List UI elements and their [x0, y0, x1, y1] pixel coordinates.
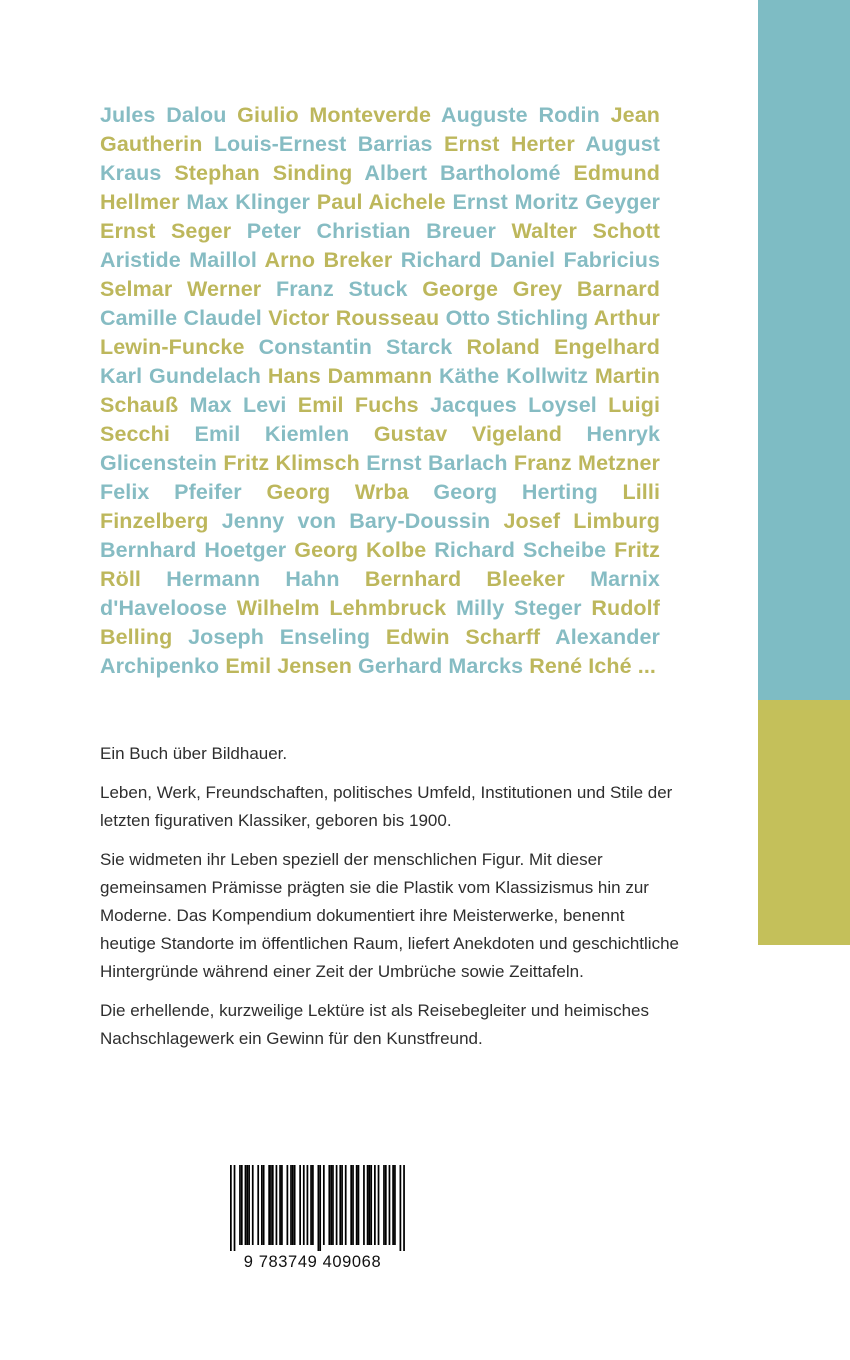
blurb-paragraph-4: Die erhellende, kurzweilige Lektüre ist als Reisebegleiter und heimisches Nachschlagewerk ein Gewinn für den Kunstfreund. — [100, 1001, 650, 1048]
sculptor-name: Richard Daniel Fabricius — [400, 248, 660, 272]
back-cover-blurb — [100, 740, 680, 1064]
sculptor-name: Giulio Monteverde — [237, 103, 432, 127]
sculptor-name: Ernst Seger — [100, 219, 232, 243]
barcode-bar — [352, 1165, 354, 1245]
sculptor-name: Franz Metzner — [513, 451, 660, 475]
sculptor-name: Josef Limburg — [503, 509, 660, 533]
barcode-bar — [248, 1165, 250, 1245]
barcode-bar — [363, 1165, 365, 1245]
sculptor-name: Camille Claudel — [100, 306, 262, 330]
barcode-bar — [389, 1165, 391, 1245]
sculptor-name: Hans Dammann — [267, 364, 433, 388]
barcode-bar — [400, 1165, 402, 1251]
sculptor-name: Martin Schauß — [100, 364, 660, 417]
sculptor-name: Louis-Ernest Barrias — [213, 132, 433, 156]
sculptor-name: Fritz Röll — [100, 538, 661, 591]
sculptor-name: Georg Kolbe — [294, 538, 427, 562]
blurb-paragraph-3: Sie widmeten ihr Leben speziell der menschlichen Figur. Mit dieser gemeinsamen Prämisse prägten sie die Plastik vom Klassizismus hin zur Moderne. Das Kompendium dokumentiert ihre Meisterwerke, benennt heutige Standorte im öffentlichen Raum, liefert Anekdoten und geschichtliche Hintergründe während einer Zeit der Umbrüche sowie Zeittafeln. — [100, 850, 679, 981]
barcode-bar — [281, 1165, 283, 1245]
spine-olive-band — [758, 700, 850, 945]
sculptor-name: Jules Dalou — [100, 103, 227, 127]
sculptor-name: Emil Jensen — [225, 654, 352, 678]
barcode-bar — [263, 1165, 265, 1245]
sculptor-name: Rudolf Belling — [100, 596, 660, 649]
sculptor-name: Käthe Kollwitz — [439, 364, 589, 388]
sculptor-name-list — [100, 101, 660, 681]
barcode-bar — [252, 1165, 254, 1245]
sculptor-name: Ernst Barlach — [366, 451, 508, 475]
barcode-bar — [245, 1165, 247, 1245]
sculptor-name: Bernhard Bleeker — [364, 567, 565, 591]
sculptor-name: Bernhard Hoetger — [100, 538, 287, 562]
sculptor-name: Auguste Rodin — [441, 103, 600, 127]
barcode-bar — [303, 1165, 305, 1245]
sculptor-name: René Iché ... — [529, 654, 656, 678]
barcode-bar — [241, 1165, 243, 1245]
sculptor-name: Ernst Herter — [444, 132, 575, 156]
sculptor-name: Max Levi — [189, 393, 287, 417]
barcode-bar — [345, 1165, 347, 1245]
sculptor-name: Constantin Starck — [258, 335, 453, 359]
barcode-bar — [369, 1165, 371, 1245]
barcode-bar — [279, 1165, 281, 1245]
sculptor-name: Emil Fuchs — [297, 393, 419, 417]
sculptor-name: Arthur Lewin-Funcke — [100, 306, 661, 359]
barcode-bar — [358, 1165, 360, 1245]
barcode-bars — [230, 1165, 405, 1251]
sculptor-name: Hermann Hahn — [166, 567, 340, 591]
barcode-bar — [378, 1165, 380, 1245]
barcode-number: 9 783749 409068 — [243, 1253, 382, 1271]
barcode-bar — [403, 1165, 405, 1251]
barcode-bar — [339, 1165, 341, 1245]
barcode-bar — [328, 1165, 330, 1245]
sculptor-name: Victor Rousseau — [268, 306, 440, 330]
barcode-bar — [332, 1165, 334, 1245]
sculptor-name: Gerhard Marcks — [358, 654, 524, 678]
sculptor-name: Roland Engelhard — [466, 335, 661, 359]
sculptor-name: Selmar Werner — [100, 277, 262, 301]
blurb-paragraph-2: Leben, Werk, Freundschaften, politisches Umfeld, Institutionen und Stile der letzten figurativen Klassiker, geboren bis 1900. — [100, 783, 673, 830]
sculptor-name: Luigi Secchi — [100, 393, 661, 446]
barcode-bar — [336, 1165, 338, 1245]
sculptor-name: Max Klinger — [186, 190, 310, 214]
barcode-bar — [319, 1165, 321, 1251]
sculptor-name: Arno Breker — [264, 248, 393, 272]
barcode-bar — [370, 1165, 372, 1245]
barcode-bar — [239, 1165, 241, 1245]
barcode-bar — [312, 1165, 314, 1245]
sculptor-name: George Grey Barnard — [422, 277, 661, 301]
barcode-bar — [290, 1165, 292, 1245]
sculptor-name: Jean Gautherin — [100, 103, 660, 156]
barcode-bar — [383, 1165, 385, 1245]
sculptor-name: Lilli Finzelberg — [100, 480, 661, 533]
barcode-bar — [276, 1165, 278, 1245]
barcode-bar — [394, 1165, 396, 1245]
sculptor-name: Felix Pfeifer — [100, 480, 242, 504]
barcode-bar — [268, 1165, 270, 1245]
sculptor-name: August Kraus — [100, 132, 661, 185]
barcode-bar — [350, 1165, 352, 1245]
sculptor-name: Edmund Hellmer — [100, 161, 661, 214]
barcode-bar — [270, 1165, 272, 1245]
sculptor-name: Otto Stichling — [445, 306, 589, 330]
sculptor-name: Walter Schott — [511, 219, 660, 243]
sculptor-name: Gustav Vigeland — [373, 422, 562, 446]
barcode-bar — [356, 1165, 358, 1245]
barcode-bar — [230, 1165, 232, 1251]
sculptor-name: Albert Bartholomé — [364, 161, 561, 185]
sculptor-name: Georg Herting — [433, 480, 598, 504]
barcode-bar — [234, 1165, 236, 1251]
barcode-bar — [257, 1165, 259, 1245]
sculptor-name: Henryk Glicenstein — [100, 422, 661, 475]
barcode-bar — [307, 1165, 309, 1245]
barcode-bar — [246, 1165, 248, 1245]
barcode-bar — [294, 1165, 296, 1245]
barcode-bar — [310, 1165, 312, 1245]
sculptor-name: Joseph Enseling — [188, 625, 371, 649]
blurb-paragraph-1: Ein Buch über Bildhauer. — [100, 744, 288, 763]
barcode-bar — [330, 1165, 332, 1245]
sculptor-name: Georg Wrba — [266, 480, 409, 504]
sculptor-name: Paul Aichele — [316, 190, 446, 214]
sculptor-name: Stephan Sinding — [174, 161, 353, 185]
barcode-bar — [367, 1165, 369, 1245]
sculptor-name: Jenny von Bary-Doussin — [221, 509, 491, 533]
sculptor-name: Edwin Scharff — [385, 625, 541, 649]
sculptor-name: Ernst Moritz Geyger — [452, 190, 661, 214]
barcode-bar — [318, 1165, 320, 1251]
barcode-bar — [292, 1165, 294, 1245]
barcode-bar — [374, 1165, 376, 1245]
barcode-bar — [323, 1165, 325, 1245]
sculptor-name: Wilhelm Lehmbruck — [236, 596, 447, 620]
sculptor-name: Alexander Archipenko — [100, 625, 660, 678]
barcode-bar — [272, 1165, 274, 1245]
barcode-bar — [299, 1165, 301, 1245]
barcode-bar — [392, 1165, 394, 1245]
sculptor-name: Richard Scheibe — [434, 538, 607, 562]
spine-teal-band — [758, 0, 850, 715]
sculptor-name: Fritz Klimsch — [223, 451, 360, 475]
barcode-bar — [385, 1165, 387, 1245]
sculptor-name: Karl Gundelach — [100, 364, 262, 388]
sculptor-name: Aristide Maillol — [100, 248, 257, 272]
sculptor-name: Peter Christian Breuer — [246, 219, 496, 243]
isbn-barcode — [205, 1165, 420, 1275]
barcode-bar — [341, 1165, 343, 1245]
sculptor-name: Milly Steger — [455, 596, 582, 620]
sculptor-name: Jacques Loysel — [430, 393, 597, 417]
sculptor-name: Marnix d'Haveloose — [100, 567, 660, 620]
sculptor-name: Emil Kiemlen — [194, 422, 350, 446]
barcode-bar — [261, 1165, 263, 1245]
sculptor-name: Franz Stuck — [275, 277, 408, 301]
barcode-bar — [287, 1165, 289, 1245]
